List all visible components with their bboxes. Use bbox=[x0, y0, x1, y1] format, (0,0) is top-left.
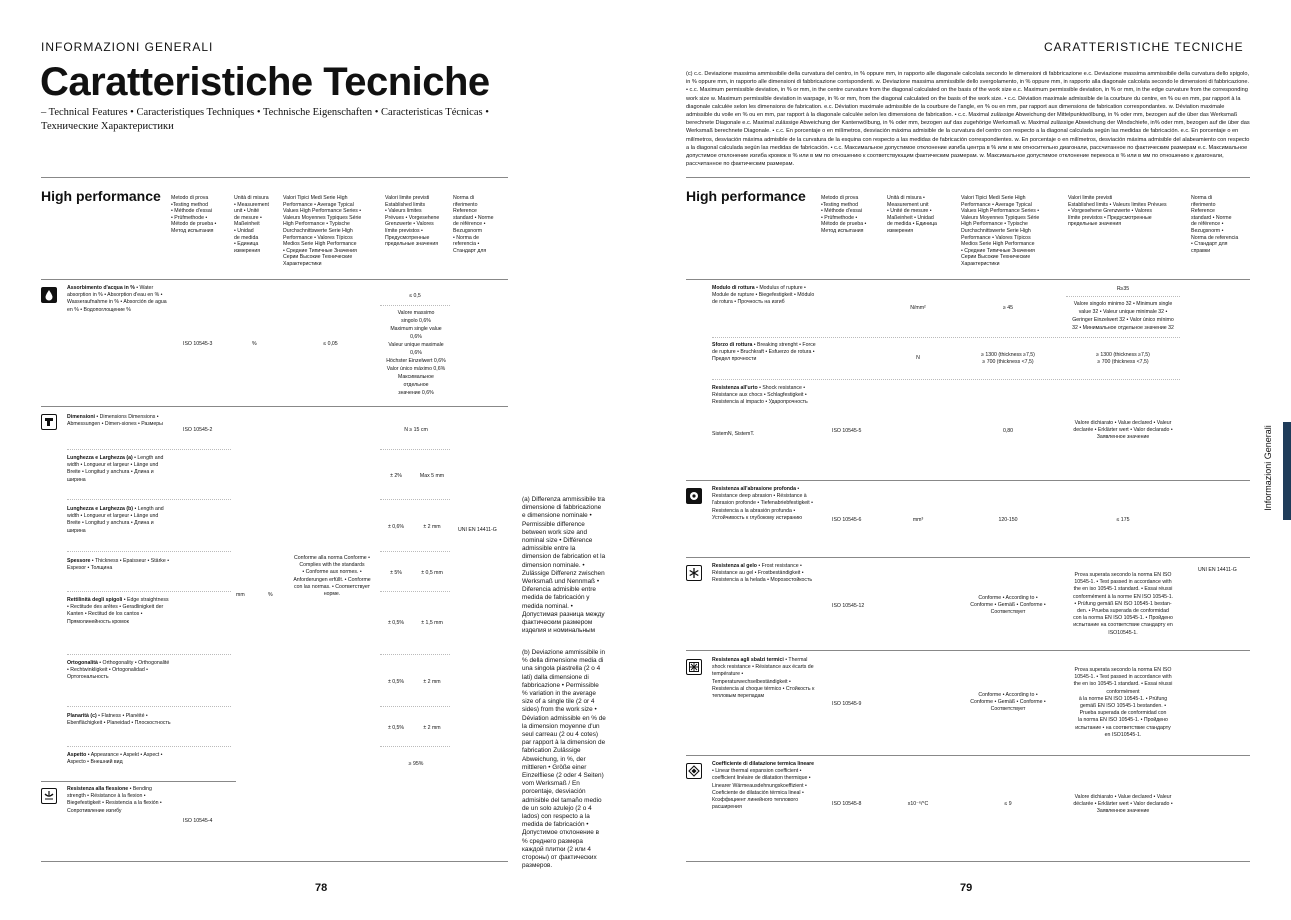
row-straightness: Rettilinità degli spigoli • Edge straightness • Rectitude des arêtes • Geradlinigkeit der Kanten • Rectitud de los cantos • Прямолинейность кромок bbox=[67, 597, 169, 625]
row-length-a: Lunghezza e Larghezza (a) • Length and width • Longueur et largeur • Länge und Breite • Longitud y anchura • Длина и ширина bbox=[67, 455, 164, 483]
side-tab-bar bbox=[1283, 422, 1291, 520]
orthogonality-pct: ± 0,5% bbox=[387, 679, 405, 685]
expansion-icon bbox=[686, 763, 702, 779]
header-method-right: Metodo di prova •Testing method • Méthode d'essai • Prüfmethode • Método de prueba • Метод испытания bbox=[821, 195, 867, 234]
water-limit-body: Valore massimo singolo 0,6% Maximum single value 0,6% Valeur unique maximale 0,6% Höchster Einzelwert 0,6% Valor único máximo 0,6% Максимальное отдельное значение 0,6% bbox=[386, 310, 446, 396]
length-b-pct: ± 0,6% bbox=[387, 524, 405, 530]
divider bbox=[686, 650, 1250, 651]
snowflake-icon bbox=[686, 565, 702, 581]
water-method: ISO 10545-3 bbox=[183, 341, 213, 347]
flatness-mm: ± 2 mm bbox=[423, 725, 441, 731]
flatness-pct: ± 0,5% bbox=[387, 725, 405, 731]
table-title: High performance bbox=[41, 188, 161, 204]
thermal-typical: Conforme • According to • Conforme • Gemäß • Conforme • Соответствует bbox=[970, 692, 1046, 713]
breaking-typical: ≥ 1300 (thickness ≥7,5) ≥ 700 (thickness <7,5) bbox=[981, 352, 1035, 366]
merged-unit-pct: % bbox=[268, 592, 273, 598]
merged-typical: Conforme alla norma Conforme • Complies with the standards • Conforme aux normes. • Anforderungen erfüllt. • Conforme con las normas. • Соответствует норме. bbox=[293, 555, 371, 598]
row-appearance: Aspetto • Appearance • Aspekt • Aspect • Aspecto • Внешний вид bbox=[67, 752, 163, 766]
straightness-pct: ± 0,5% bbox=[387, 620, 405, 626]
divider bbox=[686, 480, 1250, 481]
row-thickness: Spessore • Thickness • Epaisseur • Stärke • Espesor • Толщина bbox=[67, 558, 170, 572]
row-water-absorption: Assorbimento d'acqua in % • Water absorption in % • Absorption d'eau en % • Wasseraufnahme in % • Absorción de agua en % • Водопоглощение % bbox=[67, 285, 167, 313]
rupture-limit: Valore singolo minimo 32 • Minimum single value 32 • Valeur unique minimale 32 • Geringer Einzelwert 32 • Valor único mínimo 32 • Минимальное отдельное значение 32 bbox=[1072, 301, 1174, 331]
side-tab-label: Informazioni Generali bbox=[1263, 425, 1273, 511]
merged-unit-mm: mm bbox=[236, 592, 245, 598]
bending-icon bbox=[41, 788, 57, 804]
rupture-limit-top: R≥35 bbox=[1116, 286, 1130, 292]
expansion-unit: x10⁻⁶/°C bbox=[907, 801, 929, 807]
dimensions-limit: N ≥ 15 cm bbox=[404, 427, 428, 433]
row-expansion: Coefficiente di dilatazione termica lineare • Linear thermal expansion coefficient • coefficient linéaire de dilatation thermique • Linearer Wärmeausdehnungskoeffizient • Coeficiente de dilatación térmica lineal • Коэффициент линейного теплового расширения bbox=[712, 761, 815, 811]
water-drop-icon bbox=[41, 287, 57, 303]
row-bending: Resistenza alla flessione • Bending strength • Résistance à la flexion • Biegefestigkeit • Resistencia a la flexión • Сопротивление изгибу bbox=[67, 786, 162, 814]
note-a: (a) Differenza ammissibile tra dimensione di fabbricazione e dimensione nominale • Permissible difference between work size and nominal size • Différence admissible entre la dimension de fabrication et la dimension nominale. • Zulässige Differenz zwischen Werksmaß und Nennmaß • Diferencia admisible entre medida de fabricación y medida nominal. • Допустимая разница между фактическим размером изделия и номинальным bbox=[522, 496, 606, 635]
row-dimensions: Dimensioni • Dimensions Dimensions • Abmessungen • Dimen-siones • Размеры bbox=[67, 414, 163, 428]
impact-method: ISO 10545-5 bbox=[832, 428, 862, 434]
divider bbox=[686, 861, 1250, 862]
water-unit: % bbox=[252, 341, 257, 347]
frost-limit: Prova superata secondo la norma EN ISO 10545-1. • Test passed in accordance with the en iso 10545-1 standard. • Essai réussi conformément à la norme EN ISO 10545-1. • Prüfung gemäß EN ISO 10545-1 bestan- den. • Prueba superada de conformidad con la norma EN ISO 10545-1. • Пройдено испытание на соответствие стандарту en ISO10545-1. bbox=[1072, 572, 1174, 636]
divider bbox=[41, 861, 508, 862]
rupture-unit: N/mm² bbox=[910, 305, 926, 311]
divider bbox=[686, 557, 1250, 558]
row-thermal: Resistenza agli sbalzi termici • Thermal shock resistance • Résistance aux écarts de température • Temperaturwechselbeständigkeit • Resistencia al choque térmico • Стойкость к тепловым перепадам bbox=[712, 657, 815, 700]
expansion-limit: Valore dichiarato • Value declared • Valeur déclarée • Erklärter wert • Valor declarado • Заявленное значение bbox=[1073, 794, 1173, 815]
page-number-left: 78 bbox=[315, 882, 328, 894]
abrasion-unit: mm³ bbox=[912, 517, 924, 523]
intro-text: (c) c.c. Deviazione massima ammissibile della curvatura del centro, in % oppure mm, in rapporto alle diagonale calcolata secondo le dimensioni di fabbricazione e.c. Deviazione massima ammissibile della curvatura dello spigolo, in % oppure mm, in rapporto alle dimensioni di fabbricazione corrispondenti. w. Deviazione massima ammissibile dello svergolamento, in % oppure mm, in rapporto alla diagonale calcolata secondo le dimensioni di fabbricazione. • c.c. Maximum permissible deviation, in % or mm, in the centre curvature from the diagonal calculated on the basis of the work size e.c. Maximum permissible deviation, in % or mm, in the edge curvature from the corresponding work size w. Maximum permissible deviation in warpage, in % or mm, from the diagonal calculated on the basis of the work size. • c.c. Déviation maximale admissible de la courbure du centre, en % ou en mm, par rapport à la diagonale calculée selon les dimensions de fabrication. e.c. Déviation maximale admissible de la courbure de l'angle, en % ou en mm, par rapport aux dimensions de fabrication correspondantes. w. Déviation maximale admissible du voile en % ou en mm, par rapport à la diagonale calculée selon les dimensions de fabrication. • c.c. Maximal zulässige Abweichung der Mittelpunktwölbung, in % oder mm, bezogen auf die über das Werksmaß berechnete Diagonale e.c. Maximal zulässige Abweichung der Kantenwölbung, in % oder mm, bezogen auf das zugehörige Werksmaß w. Maximal zulässige Abweichung der Windschiefe, in% oder mm, bezogen auf die über das Werksmaß berechnete Diagonale. • c.c. En porcentaje o en milímetros, desviación máxima admisible de la curvatura del centro con respecto a la diagonal calculada según las medidas de fabricación. e.c. En porcentaje o en milímetros, desviación máxima admisible de la curvatura de la esquina con respecto a las medidas de fabricación correspondientes. w. En porcentaje o en milímetros, desviación máxima admisible del alabeamiento con respecto a la diagonal calculada según las medidas de fabricación. • c.c. Максимальное допустимое отклонение изгиба центра в % или в мм относительно диагонали, рассчитанное по фактическим размерам e.c. Максимальное допустимое отклонение изгиба кромок в % или в мм по отношению к соответствующим фактическим размерам. w. Максимальное допустимое отклонение перекоса в % или в мм по отношению к диагонали, рассчитанное по фактическим размерам. bbox=[686, 71, 1250, 168]
divider bbox=[41, 279, 508, 280]
merged-norm: UNI EN 14411-G bbox=[458, 527, 497, 533]
length-b-mm: ± 2 mm bbox=[423, 524, 441, 530]
thermal-limit: Prova superata secondo la norma EN ISO 10545-1. • Test passed in accordance with the en iso 10545-1 standard. • Essai réussi conformément à la norme EN ISO 10545-1. • Prüfung gemäß EN ISO 10545-1 bestanden. • Prueba superada de conformidad con la norma EN ISO 10545-1. • Пройдено испытание • на соответствие стандарту en ISO10545-1. bbox=[1073, 667, 1173, 738]
breaking-limit: ≥ 1300 (thickness ≥7,5) ≥ 700 (thickness <7,5) bbox=[1096, 352, 1150, 366]
expansion-typical: ≤ 9 bbox=[1004, 801, 1012, 807]
orthogonality-mm: ± 2 mm bbox=[423, 679, 441, 685]
row-length-b: Lunghezza e Larghezza (b) • Length and width • Longueur et largeur • Länge und Breite • Longitud y anchura • Длина и ширина bbox=[67, 506, 164, 534]
header-method: Metodo di prova •Testing method • Méthode d'essai • Prüfmethode • Método de prueba • Метод испытания bbox=[171, 195, 217, 234]
table-title-right: High performance bbox=[686, 188, 806, 204]
row-flatness: Planarità (c) • Flatness • Planéité • Ebenflächigkeit • Planeidad • Плоскостность bbox=[67, 713, 171, 727]
header-unit-right: Unità di misura • Measurement unit • Unité de mesure • Maßeinheit • Unidad de medida • Единица измерения bbox=[887, 195, 937, 234]
row-breaking: Sforzo di rottura • Breaking strenght • Force de rupture • Bruchkraft • Esfuerzo de rotura • Предел прочности bbox=[712, 342, 816, 363]
header-typical-right: Valori Tipici Medi Serie High Performance • Average Typical Values High Performance Series • Valeurs Moyennes Typiques Série High Performance • Typische Durchschnittswerte Serie High Performance • Valores Típicos Medios Serie High Performance • Средние Типичные Значения Серии Высокие Технические Характеристики bbox=[961, 195, 1040, 267]
header-typical: Valori Tipici Medi Serie High Performance • Average Typical Values High Performance Series • Valeurs Moyennes Typiques Série High Performance • Typische Durchschnittswerte Serie High Performance • Valores Típicos Medios Serie High Performance • Средние Типичные Значения Серии Высокие Технические Характеристики bbox=[283, 195, 362, 267]
header-unit: Unità di misura • Measurement unit • Unité de mesure • Maßeinheit • Unidad de medida • Единица измерения bbox=[234, 195, 269, 254]
appearance-limit: ≥ 95% bbox=[408, 761, 424, 767]
water-typical: ≤ 0,05 bbox=[323, 341, 338, 347]
length-a-mm: Max 5 mm bbox=[419, 473, 445, 479]
water-limit-top: ≤ 0,5 bbox=[409, 293, 421, 299]
thickness-mm: ± 0,5 mm bbox=[421, 570, 443, 576]
note-b: (b) Deviazione ammissibile in % della dimensione media di una singola piastrella (2 o 4 lati) dalla dimensione di fabbricazione • Permissible % variation in the average size of a single tile (2 or 4 sides) from the work size • Déviation admissible en % de la dimension moyenne d'un seul carreau (2 ou 4 cotes) par rapport à la dimension de fabrication Zulässige Abweichung, in %, der mittleren • Größe einer Einzelfliese (2 oder 4 Seiten) vom Werksmaß / En porcentaje, desviación admisible del tamaño medio de un solo azulejo (2 o 4 lados) con respecto a la medida de fabricación • Допустимое отклонение в % среднего размера каждой плитки (2 или 4 стороны) от фактических размеров. bbox=[522, 649, 606, 870]
frost-norm: UNI EN 14411-G bbox=[1198, 567, 1237, 573]
row-abrasion: Resistenza all'abrasione profonda • Resistance deep abrasion • Résistance à l'abrasion profonde • Tiefenabriebfestigkeit • Resistencia a la abrasión profunda • Устойчивость к глубокому истиранию bbox=[712, 486, 813, 521]
breaking-unit: N bbox=[916, 355, 920, 361]
dimensions-method: ISO 10545-2 bbox=[183, 427, 213, 433]
header-norm: Norma di riferimento Reference standard • Norme de référence • Bezugsnorm • Norma de referencia • Стандарт для bbox=[453, 195, 494, 254]
left-section-label: INFORMAZIONI GENERALI bbox=[41, 40, 214, 54]
header-norm-right: Norma di riferimento Reference standard • Norme de référence • Bezugsnorm • Norma de referencia • Стандарт для справки bbox=[1191, 195, 1239, 254]
right-section-label: CARATTERISTICHE TECNICHE bbox=[1044, 40, 1244, 54]
header-limit-right: Valori limite previsti Established limits • Valeurs limites Prévues • Vorgesehene Grenzwerte • Valores límite previstos • Предусмотренные предельные значения bbox=[1068, 195, 1167, 228]
row-frost: Resistenza al gelo • Frost resistance • Résistance au gel • Frostbeständigkeit • Resistencia a la helada • Морозостойкость bbox=[712, 563, 813, 584]
expansion-method: ISO 10545-8 bbox=[832, 801, 862, 807]
frost-typical: Conforme • According to • Conforme • Gemäß • Conforme • Соответствует bbox=[970, 595, 1046, 616]
page-number-right: 79 bbox=[960, 882, 973, 894]
thickness-pct: ± 5% bbox=[390, 570, 402, 576]
rupture-typical: ≥ 45 bbox=[1002, 305, 1014, 311]
subtitle-line-2: Технические Характеристики bbox=[41, 121, 174, 132]
divider bbox=[686, 279, 1250, 280]
abrasion-limit: ≤ 175 bbox=[1116, 517, 1130, 523]
divider bbox=[686, 177, 1250, 178]
abrasion-icon bbox=[686, 488, 702, 504]
row-orthogonality: Ortogonalità • Orthogonality • Orthogonalité • Rechtwinkligkeit • Ortogonalidad • Ортогональность bbox=[67, 660, 170, 681]
subtitle-line-1: – Technical Features • Caracteristiques Techniques • Technische Eigenschaften • Caracteristicas Técnicas • bbox=[41, 107, 489, 118]
abrasion-method: ISO 10545-6 bbox=[832, 517, 862, 523]
page-title: Caratteristiche Tecniche bbox=[40, 60, 490, 104]
length-a-pct: ± 2% bbox=[390, 473, 402, 479]
thermal-shock-icon bbox=[686, 659, 702, 675]
impact-typical: 0,80 bbox=[1002, 428, 1014, 434]
impact-limit: Valore dichiarato • Value declared • Valeur declarée • Erklärter wert • Valor declarado • Заявленное значение bbox=[1073, 420, 1173, 441]
row-rupture: Modulo di rottura • Modulus of rupture • Module de rupture • Biegefestigkeit • Módulo de rotura • Прочность на изгиб bbox=[712, 285, 815, 306]
impact-extra: SistemN, SistemT. bbox=[712, 431, 755, 437]
thermal-method: ISO 10545-9 bbox=[832, 701, 862, 707]
straightness-mm: ± 1,5 mm bbox=[421, 620, 443, 626]
divider bbox=[41, 177, 508, 178]
bending-method: ISO 10545-4 bbox=[183, 818, 213, 824]
divider bbox=[686, 755, 1250, 756]
row-impact: Resistenza all'urto • Shock resistance • Résistance aux chocs • Schlagfestigkeit • Resistencia al impacto • Ударопрочность bbox=[712, 385, 808, 406]
tile-dimension-icon bbox=[41, 414, 57, 430]
frost-method: ISO 10545-12 bbox=[832, 603, 865, 609]
header-limit: Valori limite previsti Established limits • Valeurs limites Prévues • Vorgesehene Grenzwerte • Valores límite previstos • Предусмотренные предельные значения bbox=[385, 195, 440, 248]
divider bbox=[41, 406, 508, 407]
abrasion-typical: 120-150 bbox=[998, 517, 1018, 523]
divider bbox=[41, 781, 236, 782]
